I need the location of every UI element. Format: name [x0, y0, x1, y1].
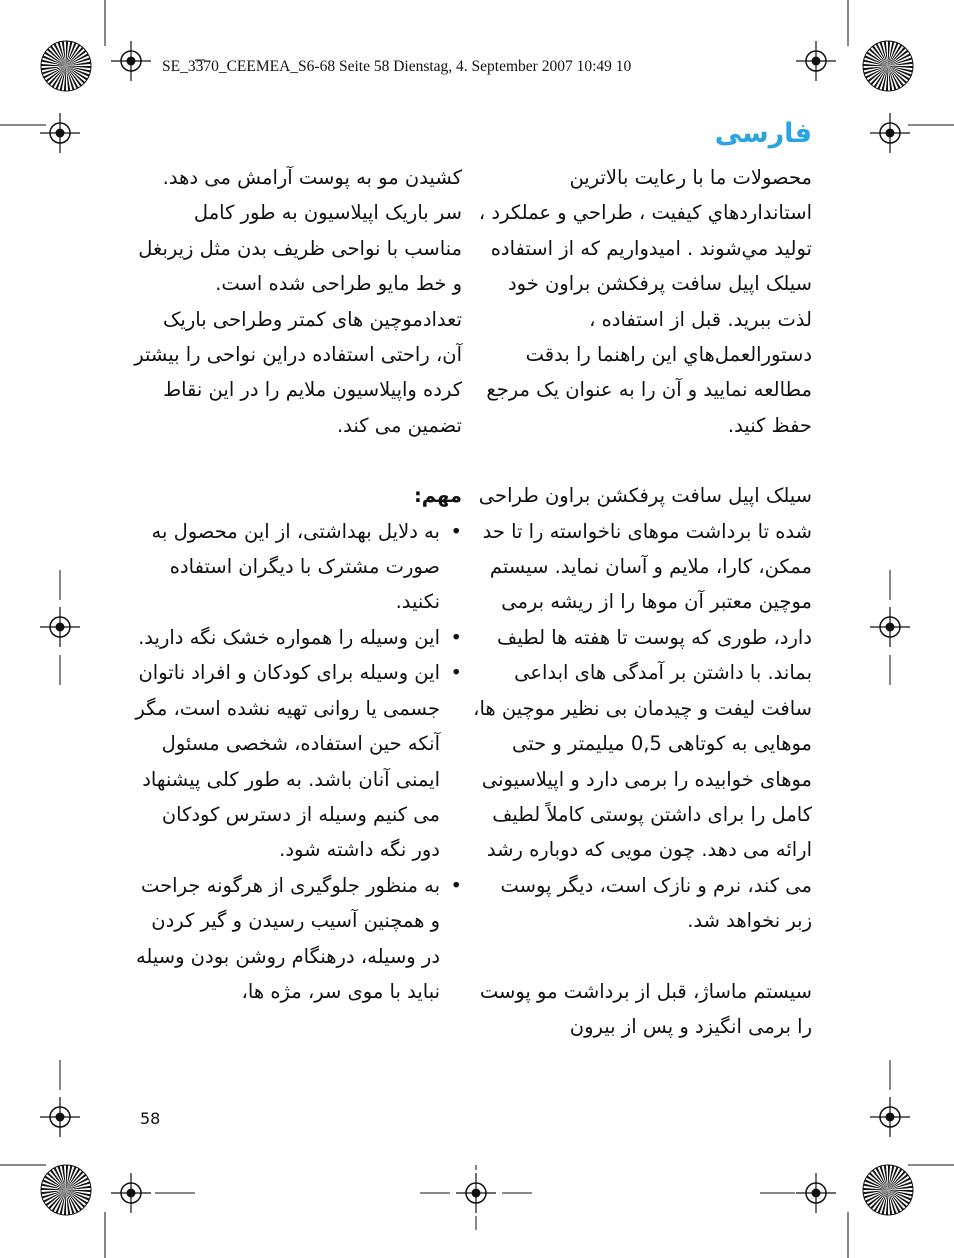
list-item: • به منظور جلوگیری از هرگونه جراحت و همچنین آسیب رسیدن و گیر کردن در وسیله، درهنگام روشن بودن وسیله نباید با موی سر، مژه ها، [132, 868, 462, 1010]
intro-paragraph: محصولات ما با رعایت بالاترین استانداردهاي کيفيت ، طراحي و عملکرد ، توليد مي‌شوند . اميدواريم که از استفاده سيلک اپيل سافت پرفکشن براون خود لذت ببريد. قبل از استفاده ، دستورالعمل‌هاي اين راهنما را بدقت مطالعه نماييد و آن را به عنوان يک مرجع حفظ کنيد. [478, 166, 812, 437]
head-paragraph: کشیدن مو به پوست آرامش می دهد. سر باریک اپیلاسیون به طور کامل مناسب با نواحی ظریف بدن مثل زیربغل و خط مایو طراحی شده است. تعدادموچین های کمتر وطراحی باریک آن، راحتی استفاده دراین نواحی را بیشتر کرده واپیلاسیون ملایم را در این نقاط تضمین می کند. [134, 166, 462, 437]
page-number: 58 [140, 1109, 161, 1128]
list-item: • به دلایل بهداشتی، از این محصول به صورت مشترک با دیگران استفاده نکنید. [132, 514, 462, 620]
list-item: • این وسیله برای کودکان و افراد ناتوان جسمی یا روانی تهیه نشده است، مگر آنکه حین استفاده، شخصی مسئول ایمنی آنان باشد. به طور کلی پیشنهاد می کنیم وسیله از دسترس کودکان دور نگه داشته شود. [132, 655, 462, 867]
description-paragraph: سیلک اپیل سافت پرفکشن براون طراحی شده تا برداشت موهای ناخواسته را تا حد ممکن، کارا، ملایم و آسان نماید. سیستم موچین معتبر آن موها را از ریشه برمی دارد، طوری که پوست تا هفته ها لطیف بماند. با داشتن بر آمدگی های ابداعی سافت لیفت و چیدمان بی نظیر موچین ها، موهایی به کوتاهی 0,5 میلیمتر و حتی موهای خوابیده را برمی دارد و اپیلاسیونی کامل را برای داشتن پوستی کاملاً لطیف ارائه می دهد. چون مویی که دوباره رشد می کند، نرم و نازک است، دیگر پوست زبر نخواهد شد. [473, 484, 812, 933]
left-column [132, 160, 462, 1009]
important-list [132, 514, 462, 1010]
print-header-line: SE_3370_CEEMEA_S6-68 Seite 58 Dienstag, 4. September 2007 10:49 10 [162, 58, 632, 75]
list-item: • این وسیله را همواره خشک نگه دارید. [132, 620, 462, 655]
right-column [472, 160, 812, 1079]
massage-paragraph: سیستم ماساژ، قبل از برداشت مو پوست را برمی انگیزد و پس از بیرون [479, 979, 812, 1038]
section-title: فارسی [714, 118, 812, 149]
important-heading: مهم: [413, 484, 462, 508]
